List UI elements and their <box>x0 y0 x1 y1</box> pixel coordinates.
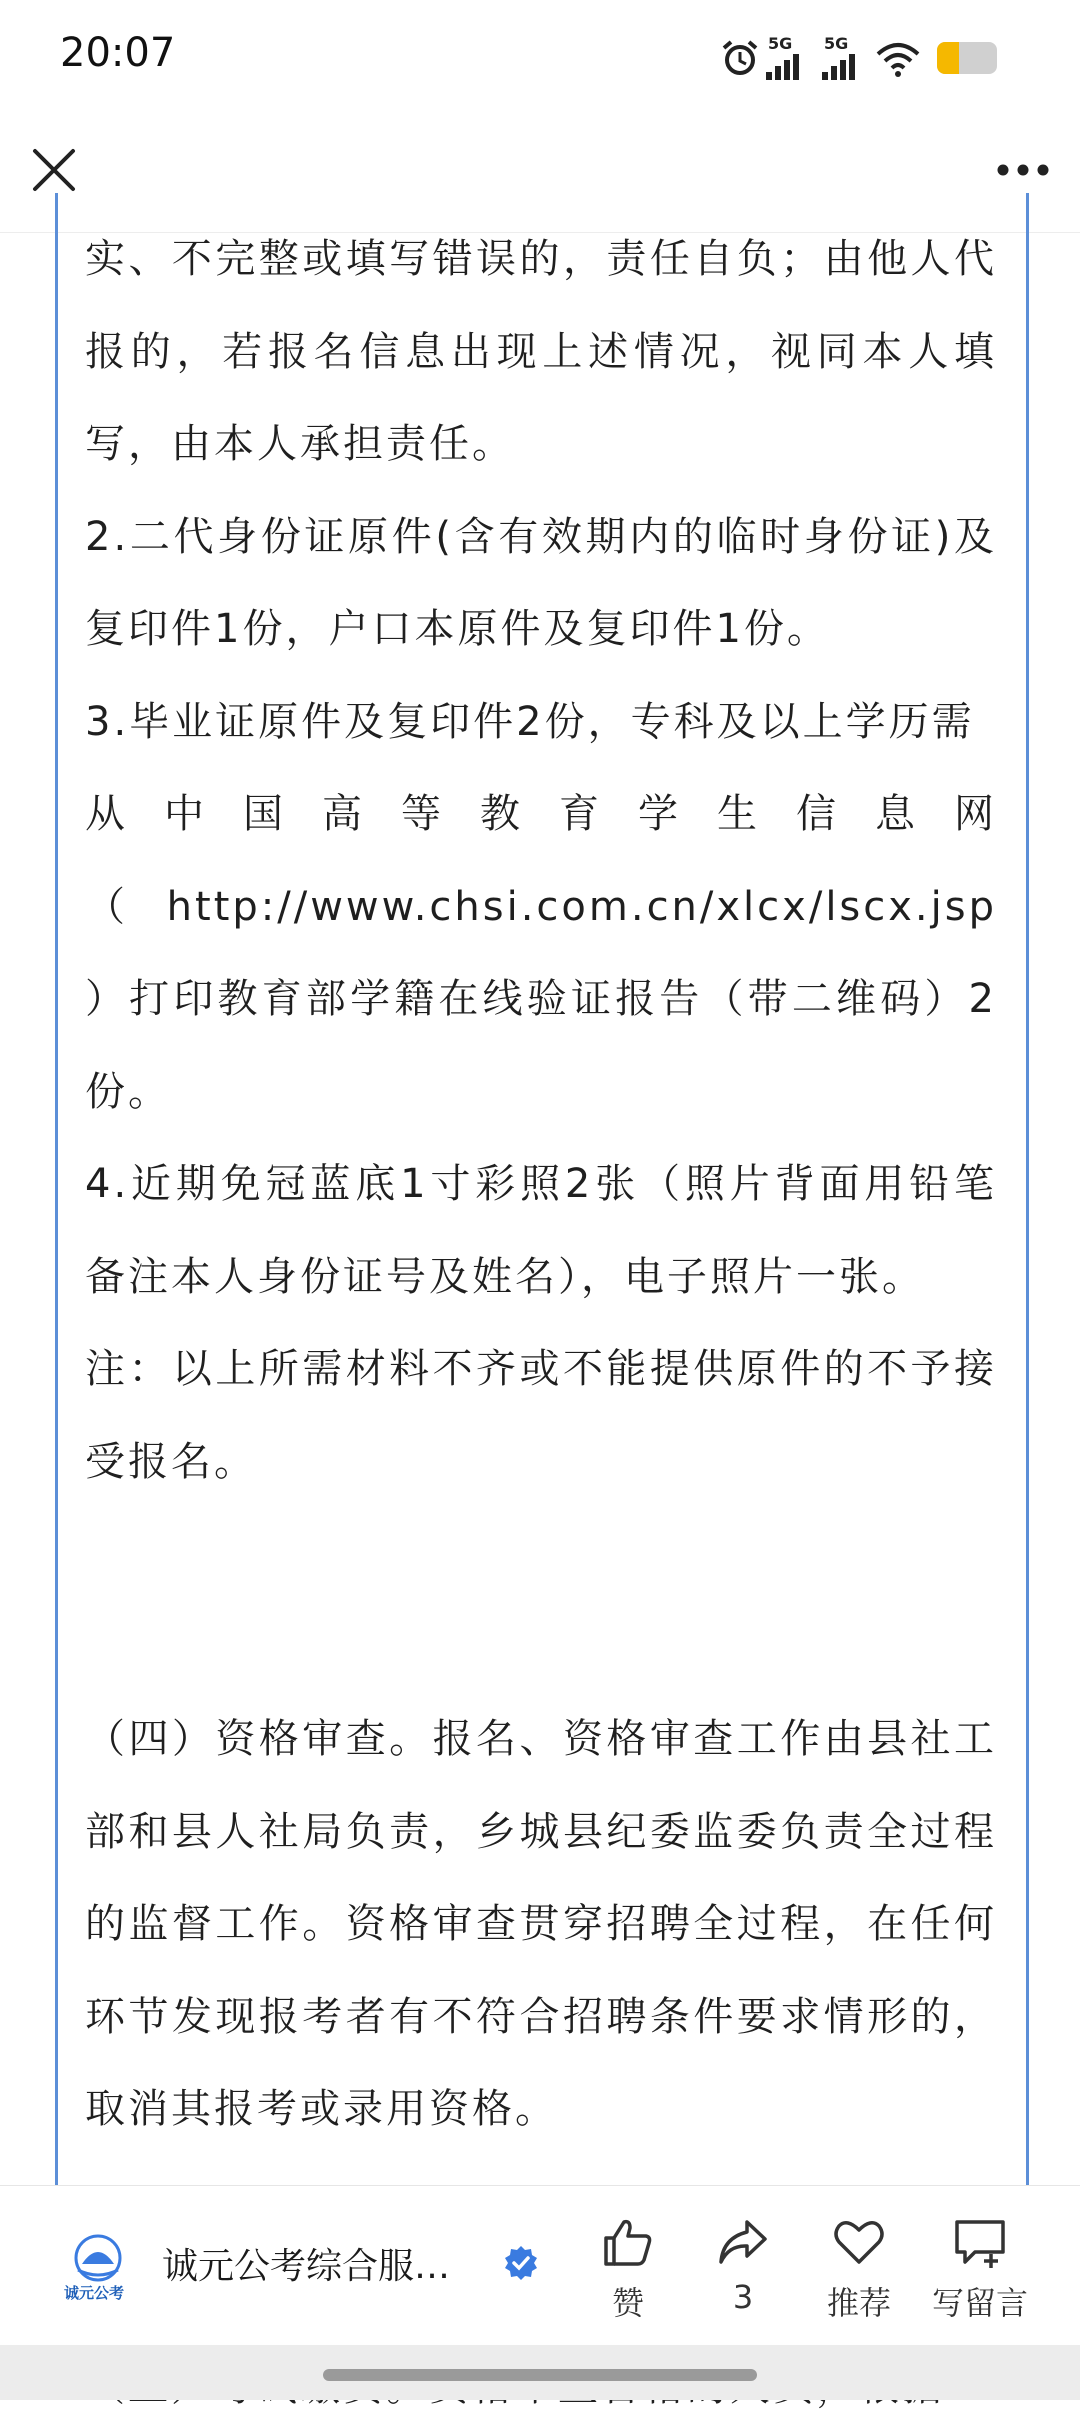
share-button[interactable] <box>688 2214 798 2334</box>
more-options-button[interactable] <box>988 140 1058 200</box>
network-label-2: 5G <box>824 34 848 53</box>
like-button[interactable] <box>573 2214 683 2334</box>
article-paragraph: 实、不完整或填写错误的，责任自负；由他人代报的，若报名信息出现上述情况，视同本人填写，由本人承担责任。 <box>85 213 997 491</box>
network-label-1: 5G <box>768 34 792 53</box>
write-comment-label: 写留言 <box>920 2278 1040 2324</box>
verified-badge-icon <box>502 2244 540 2282</box>
battery-icon <box>936 40 1000 76</box>
article-paragraph: 从中国高等教育学生信息网 <box>85 768 997 861</box>
comment-add-icon <box>951 2214 1009 2270</box>
home-indicator[interactable] <box>323 2369 757 2381</box>
article-paragraph: 4.近期免冠蓝底1寸彩照2张（照片背面用铅笔备注本人身份证号及姓名），电子照片一张。 <box>85 1138 997 1323</box>
signal-icon <box>766 50 808 80</box>
share-count: 3 <box>688 2278 798 2316</box>
thumbs-up-icon <box>600 2214 656 2270</box>
article-body <box>85 213 997 2433</box>
recommend-label: 推荐 <box>804 2278 914 2324</box>
close-button[interactable] <box>24 140 84 200</box>
recommend-button[interactable] <box>804 2214 914 2334</box>
article-link-paragraph: （ http://www.chsi.com.cn/xlcx/lscx.jsp ）打印教育部学籍在线验证报告（带二维码）2份。 <box>85 861 997 1139</box>
status-icons <box>720 34 1020 84</box>
article-viewport[interactable] <box>0 233 1080 2185</box>
more-icon <box>988 140 1058 200</box>
close-icon <box>24 140 84 200</box>
status-time: 20:07 <box>60 30 175 76</box>
write-comment-button[interactable] <box>920 2214 1040 2334</box>
article-paragraph: 注：以上所需材料不齐或不能提供原件的不予接受报名。 <box>85 1323 997 1508</box>
article-paragraph: 2.二代身份证原件(含有效期内的临时身份证)及复印件1份，户口本原件及复印件1份。 <box>85 491 997 676</box>
wifi-icon <box>876 42 920 78</box>
gesture-bar-area <box>0 2345 1080 2400</box>
account-logo[interactable] <box>58 2226 138 2306</box>
alarm-icon <box>720 38 760 78</box>
account-logo-text: 诚元公考 <box>64 2282 124 2303</box>
article-paragraph: 3.毕业证原件及复印件2份，专科及以上学历需 <box>85 676 997 769</box>
account-name[interactable]: 诚元公考综合服… <box>162 2238 492 2289</box>
bottom-toolbar <box>0 2185 1080 2346</box>
like-label: 赞 <box>573 2278 683 2324</box>
signal-icon <box>822 50 864 80</box>
share-icon <box>715 2214 771 2270</box>
heart-icon <box>831 2214 887 2270</box>
article-paragraph: （四）资格审查。报名、资格审查工作由县社工部和县人社局负责，乡城县纪委监委负责全过程的监督工作。资格审查贯穿招聘全过程，在任何环节发现报考者有不符合招聘条件要求情形的，取消其报考或录用资格。 <box>85 1693 997 2156</box>
status-bar <box>0 0 1080 110</box>
